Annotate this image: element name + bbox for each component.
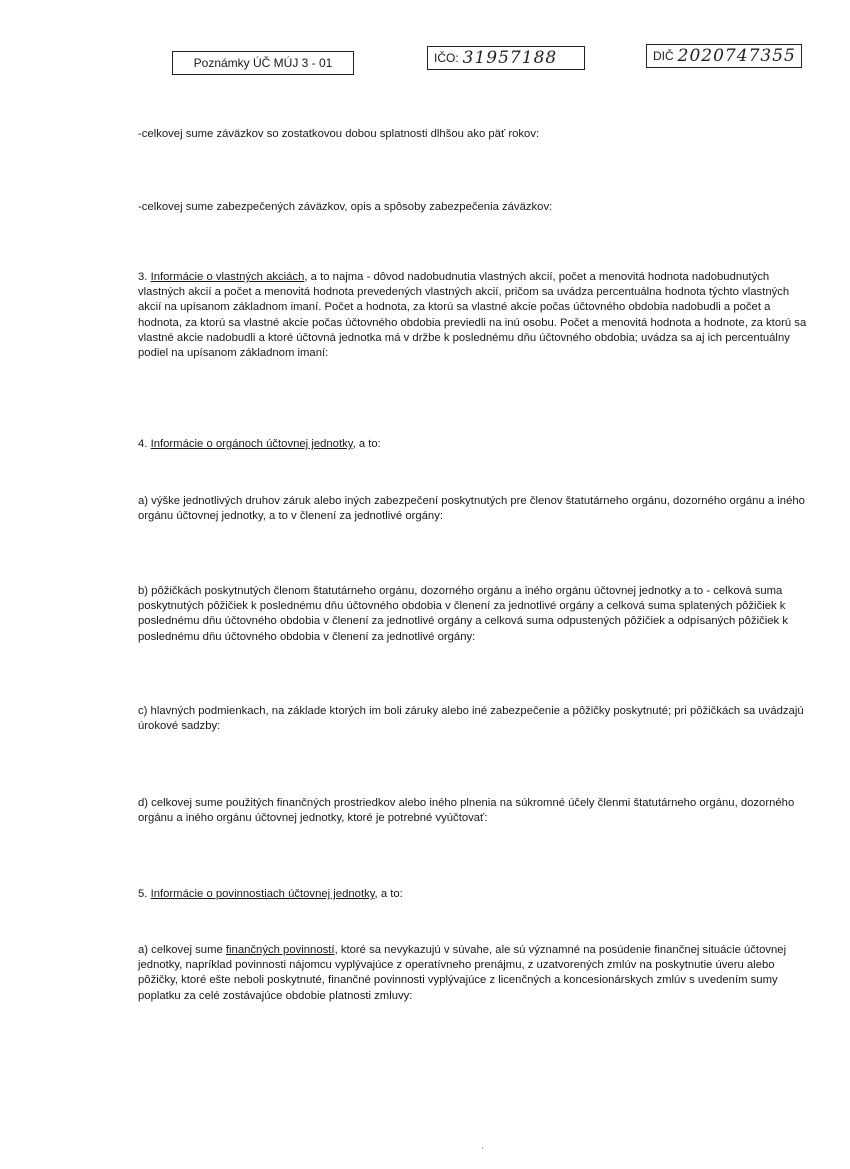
section-title: Informácie o povinnostiach účtovnej jednotky bbox=[150, 888, 375, 900]
section-obligations bbox=[138, 887, 810, 902]
underlined-term: finančných povinností bbox=[225, 944, 335, 956]
section-text: , a to: bbox=[374, 888, 403, 900]
ico-box bbox=[427, 46, 585, 70]
ico-label: IČO: bbox=[434, 51, 459, 65]
paragraph-5a bbox=[138, 943, 810, 1004]
section-text: , a to najma - dôvod nadobudnutia vlastných akcií, počet a menovitá hodnota nadobudnutých vlastných akcií a počet a menovitá hodnota prevedených vlastných akcií, pričom sa uvádza percentuálna hodnota týchto vlastných akcií na upísanom základnom imaní. Počet a hodnota, za ktorú sa vlastné akcie počas účtovného obdobia nadobudli a počet a hodnota, za ktorú sa vlastné akcie počas účtovného obdobia previedli na inú osobu. Počet a menovitá hodnota a hodnote, za ktorú sa vlastné akcie nadobudli a ktoré účtovná jednotka má v držbe k poslednému dňu účtovného obdobia; uvádza sa aj ich percentuálny podiel na upísanom základnom imaní: bbox=[138, 271, 807, 360]
section-text: , a to: bbox=[352, 438, 381, 450]
section-title: Informácie o orgánoch účtovnej jednotky bbox=[150, 438, 353, 450]
section-title: Informácie o vlastných akciách bbox=[150, 271, 305, 283]
paragraph-4d: d) celkovej sume použitých finančných prostriedkov alebo iného plnenia na súkromné účely členmi štatutárneho orgánu, dozorného orgánu a iného orgánu účtovnej jednotky, ktoré je potrebné vyúčtovať: bbox=[138, 797, 795, 825]
text-fragment: , ktoré sa nevykazujú v súvahe, ale sú významné na posúdenie finančnej situácie účtovnej jednotky, napríklad povinnosti nájomcu vyplývajúce z operatívneho prenájmu, z uzatvorených zmlúv na poskytnutie úveru alebo pôžičky, ktoré ešte neboli poskytnuté, finančné povinnosti vyplývajúce z licenčných a koncesionárskych zmlúv s uvedením sumy poplatku za celé zostávajúce obdobie platnosti zmluvy: bbox=[138, 944, 787, 1002]
dic-value: 2020747355 bbox=[677, 46, 796, 66]
ico-value: 31957188 bbox=[462, 48, 558, 68]
section-number: 4. bbox=[138, 438, 151, 450]
form-code-box bbox=[172, 51, 354, 75]
text-fragment: a) celkovej sume bbox=[138, 944, 226, 956]
paragraph-secured-liabilities: -celkovej sume zabezpečených záväzkov, opis a spôsoby zabezpečenia záväzkov: bbox=[138, 201, 553, 213]
paragraph-long-term-liabilities: -celkovej sume záväzkov so zostatkovou dobou splatnosti dlhšou ako päť rokov: bbox=[138, 128, 540, 140]
dic-label: DIČ bbox=[653, 49, 674, 63]
section-number: 3. bbox=[138, 271, 151, 283]
paragraph-4b: b) pôžičkách poskytnutých členom štatutárneho orgánu, dozorného orgánu a iného orgánu účtovnej jednotky a to - celková suma poskytnutých pôžičiek k poslednému dňu účtovného obdobia v členení za jednotlivé orgány a celková suma splatených pôžičiek k poslednému dňu účtovného obdobia v členení za jednotlivé orgány a celková suma odpustených pôžičiek a odpísaných pôžičiek k poslednému dňu účtovného obdobia v členení za jednotlivé orgány: bbox=[138, 585, 788, 643]
paragraph-4c: c) hlavných podmienkach, na základe ktorých im boli záruky alebo iné zabezpečenie a pôžičky poskytnuté; pri pôžičkách sa uvádzajú úrokové sadzby: bbox=[138, 705, 804, 733]
section-number: 5. bbox=[138, 888, 151, 900]
form-code-label: Poznámky ÚČ MÚJ 3 - 01 bbox=[193, 56, 333, 70]
dic-box bbox=[646, 44, 802, 68]
page-mark: ' bbox=[482, 1146, 484, 1155]
section-bodies bbox=[138, 437, 810, 452]
section-own-shares bbox=[138, 270, 810, 361]
paragraph-4a: a) výške jednotlivých druhov záruk alebo iných zabezpečení poskytnutých pre členov štatutárneho orgánu, dozorného orgánu a iného orgánu účtovnej jednotky, a to v členení za jednotlivé orgány: bbox=[138, 495, 805, 523]
